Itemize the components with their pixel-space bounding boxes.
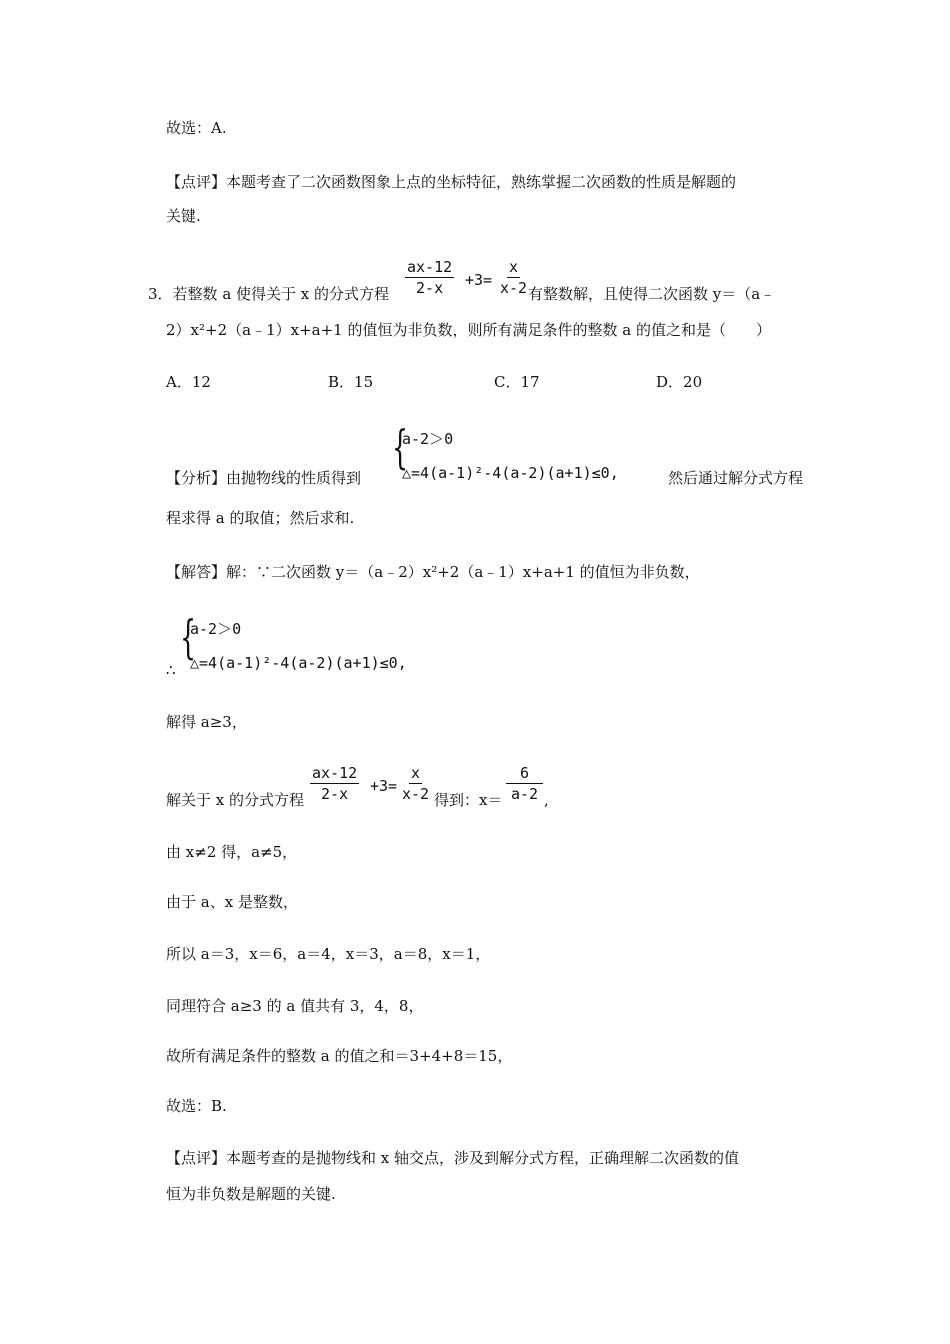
analysis-pre: 由抛物线的性质得到 — [226, 469, 362, 487]
solve-result-fraction — [506, 764, 543, 803]
analysis-post: 然后通过解分式方程 — [668, 469, 804, 487]
solve-frac-rden: x-2 — [402, 785, 430, 803]
q3-number: 3． — [148, 285, 173, 303]
analysis-system-row-2: △=4(a-1)²-4(a-2)(a+1)≤0, — [402, 464, 619, 482]
q3-post: 有整数解，且使得二次函数 y＝（a﹣ — [528, 285, 776, 303]
line-values: 所以 a＝3，x＝6，a＝4，x＝3，a＝8，x＝1， — [166, 945, 491, 963]
line-sum: 故所有满足条件的整数 a 的值之和＝3+4+8＝15， — [166, 1047, 513, 1065]
solution-tag: 【解答】 — [166, 563, 227, 581]
solve-mid: 得到：x＝ — [434, 791, 503, 809]
solve-frac-den: 2-x — [321, 785, 349, 803]
solve-frac-rnum: x — [411, 764, 421, 782]
q3-frac-num: ax-12 — [407, 258, 453, 276]
line-same: 同理符合 a≥3 的 a 值共有 3，4，8， — [166, 997, 424, 1015]
final-comment-line-2: 恒为非负数是解题的关键. — [166, 1185, 336, 1203]
final-comment-text: 本题考查的是抛物线和 x 轴交点，涉及到解分式方程，正确理解二次函数的值 — [226, 1149, 740, 1167]
comment-paragraph-1 — [166, 172, 736, 192]
solve-fraction-left — [310, 764, 359, 803]
solve-result-a: 解得 a≥3， — [166, 713, 247, 731]
solve-fraction-right — [402, 764, 429, 803]
q3-line-1 — [148, 284, 389, 304]
analysis-brace: { — [392, 420, 409, 474]
option-c: C．17 — [494, 373, 540, 391]
q3-eq-mid: +3= — [465, 271, 493, 289]
result-den: a-2 — [510, 785, 539, 803]
line-x-neq: 由 x≠2 得，a≠5， — [166, 843, 298, 861]
q3-line-2: 2）x²+2（a﹣1）x+a+1 的值恒为非负数，则所有满足条件的整数 a 的值之和是（ ） — [166, 321, 771, 339]
answer-choice-a: 故选：A. — [166, 119, 227, 137]
solution-text: 解：∵二次函数 y＝（a﹣2）x²+2（a﹣1）x+a+1 的值恒为非负数， — [226, 563, 700, 581]
therefore-symbol: ∴ — [166, 661, 176, 679]
q3-fraction-right — [500, 258, 527, 297]
comment-text: 本题考查了二次函数图象上点的坐标特征，熟练掌握二次函数的性质是解题的 — [226, 173, 737, 191]
solution-system-row-2: △=4(a-1)²-4(a-2)(a+1)≤0, — [190, 654, 407, 672]
q3-frac-den: 2-x — [416, 279, 444, 297]
q3-frac-rden: x-2 — [500, 279, 528, 297]
solution-system-row-1: a-2＞0 — [190, 620, 242, 638]
solution-line-1 — [166, 562, 700, 582]
solution-brace: { — [180, 610, 197, 664]
result-tail: , — [544, 791, 549, 809]
line-integers: 由于 a、x 是整数， — [166, 893, 298, 911]
q3-pre: 若整数 a 使得关于 x 的分式方程 — [172, 285, 390, 303]
analysis-line-1 — [166, 468, 361, 488]
option-b: B．15 — [328, 373, 374, 391]
analysis-line-2: 程求得 a 的取值；然后求和. — [166, 509, 355, 527]
analysis-system-row-1: a-2＞0 — [402, 430, 454, 448]
comment-tag: 【点评】 — [166, 173, 227, 191]
option-d: D．20 — [656, 373, 703, 391]
final-comment-line-1 — [166, 1148, 739, 1168]
analysis-tag: 【分析】 — [166, 469, 227, 487]
final-comment-tag: 【点评】 — [166, 1149, 227, 1167]
solve-equation-pre: 解关于 x 的分式方程 — [166, 791, 304, 809]
option-a: A．12 — [166, 373, 211, 391]
answer-choice-b: 故选：B. — [166, 1097, 227, 1115]
solve-eq-mid: +3= — [370, 777, 398, 795]
result-num: 6 — [506, 764, 543, 784]
solve-frac-num: ax-12 — [312, 764, 358, 782]
q3-fraction-left — [405, 258, 454, 297]
comment-line-2: 关键. — [166, 207, 201, 225]
q3-frac-rnum: x — [509, 258, 519, 276]
